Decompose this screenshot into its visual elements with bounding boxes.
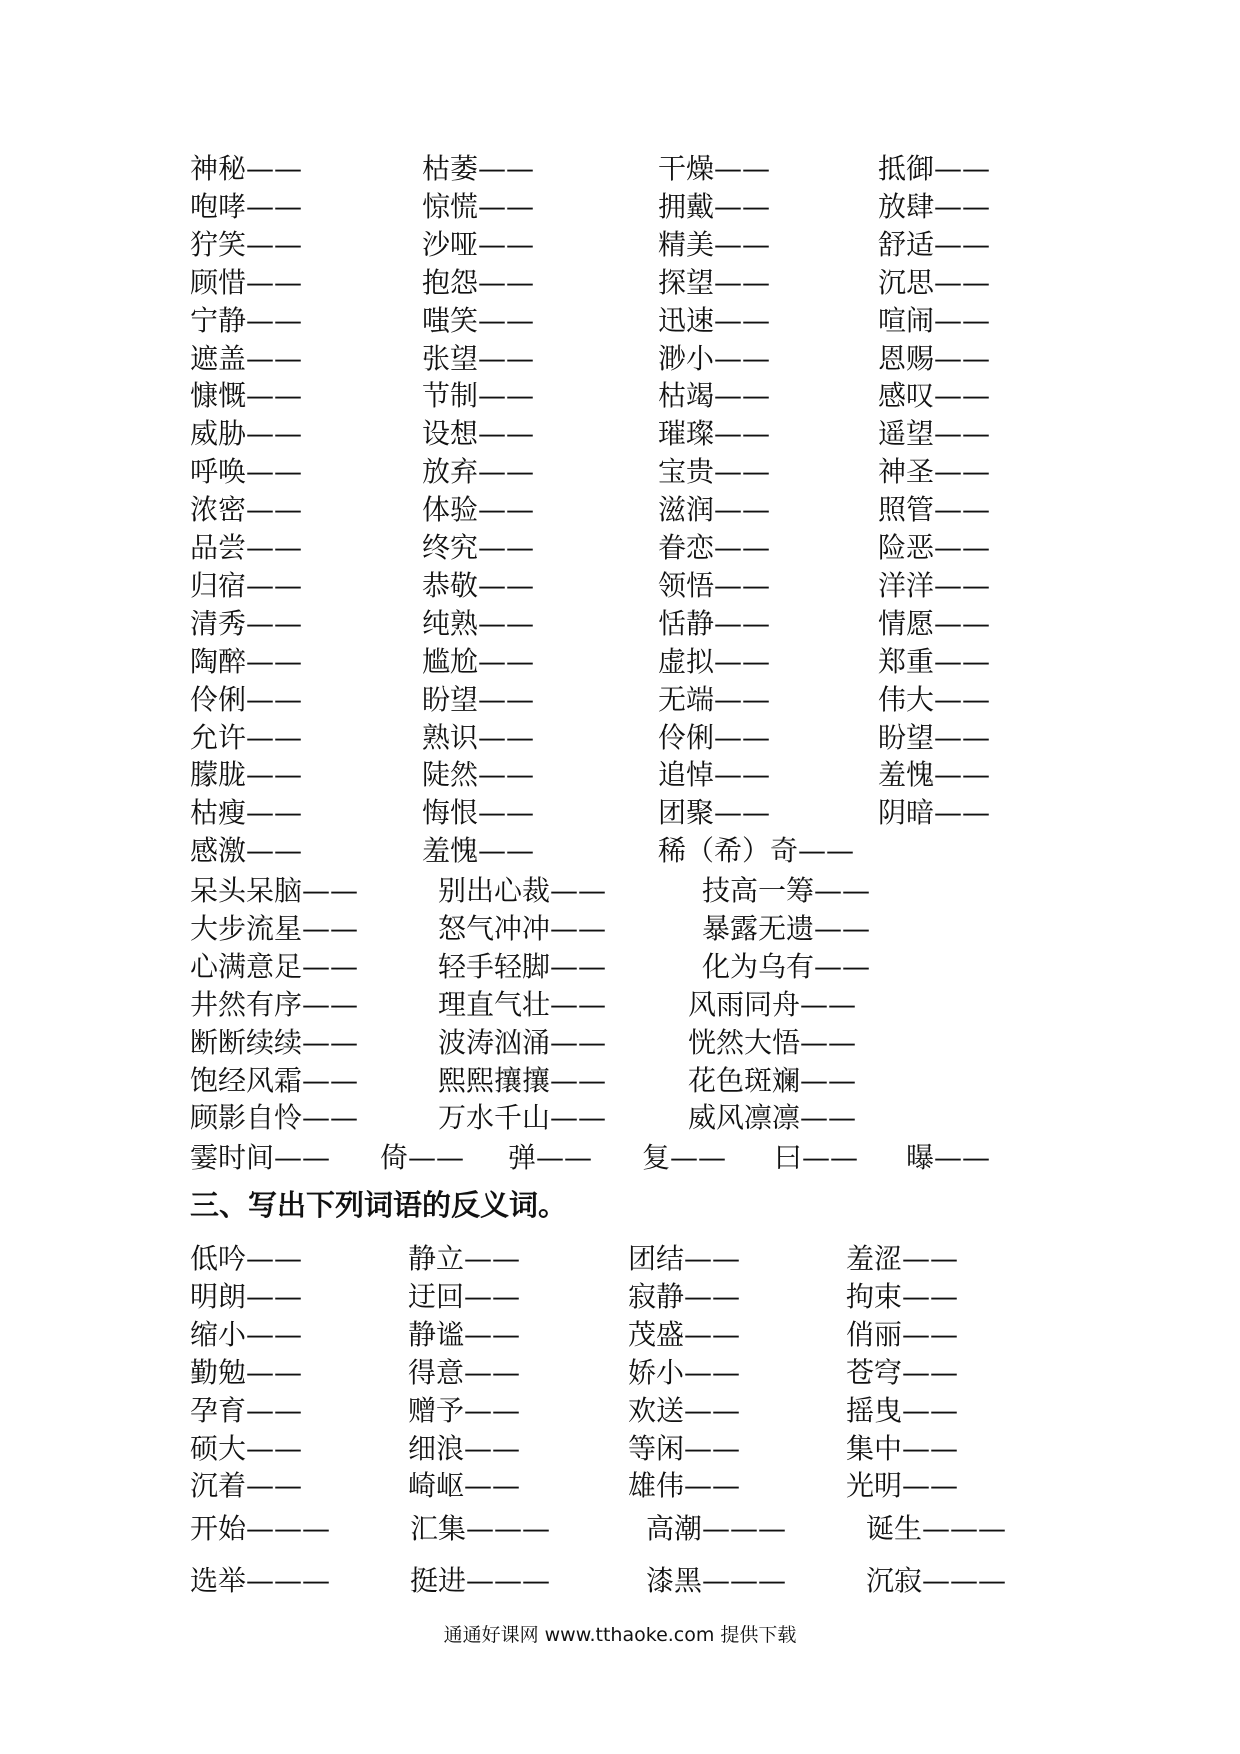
word-item: 等闲—— xyxy=(628,1431,741,1465)
word-item: 品尝—— xyxy=(190,531,303,564)
antonym-row xyxy=(0,1278,1240,1316)
word-item: 汇集——— xyxy=(410,1512,551,1545)
word-item: 呆头呆脑—— xyxy=(190,874,359,907)
word-item: 枯瘦—— xyxy=(190,796,303,830)
word-item: 静立—— xyxy=(408,1242,521,1275)
word-item: 放肆—— xyxy=(878,189,991,223)
word-item: 呼唤—— xyxy=(190,455,303,489)
word-item: 嗤笑—— xyxy=(422,303,535,337)
antonym-extra-row xyxy=(0,1562,1240,1600)
word-item: 枯竭—— xyxy=(658,379,771,413)
synonym-row xyxy=(0,264,1240,302)
word-item: 集中—— xyxy=(846,1431,959,1465)
antonym-row xyxy=(0,1316,1240,1354)
word-item: 情愿—— xyxy=(878,606,991,640)
word-item: 崎岖—— xyxy=(408,1469,521,1503)
word-item: 浓密—— xyxy=(190,493,303,527)
word-item: 终究—— xyxy=(422,531,535,564)
idiom-row xyxy=(0,1062,1240,1100)
word-item: 遥望—— xyxy=(878,417,991,451)
antonym-row xyxy=(0,1240,1240,1278)
idiom-row xyxy=(0,948,1240,986)
word-item: 狞笑—— xyxy=(190,227,303,261)
word-item: 静谧—— xyxy=(408,1317,521,1351)
word-item: 拘束—— xyxy=(846,1279,959,1313)
antonym-heading: 三、写出下列词语的反义词。 xyxy=(190,1188,568,1222)
word-item: 张望—— xyxy=(422,341,535,375)
word-item: 缩小—— xyxy=(190,1317,303,1351)
word-item: 赠予—— xyxy=(408,1393,521,1427)
word-item: 复—— xyxy=(642,1141,727,1174)
word-item: 饱经风霜—— xyxy=(190,1063,359,1097)
word-item: 精美—— xyxy=(658,227,771,261)
synonym-row xyxy=(0,832,1240,870)
word-item: 渺小—— xyxy=(658,341,771,375)
word-item: 追悼—— xyxy=(658,758,771,792)
word-item: 惊慌—— xyxy=(422,189,535,223)
word-item: 井然有序—— xyxy=(190,987,359,1021)
synonym-row xyxy=(0,150,1240,188)
word-item: 开始——— xyxy=(190,1512,331,1545)
word-item: 轻手轻脚—— xyxy=(438,949,607,983)
idiom-row xyxy=(0,910,1240,948)
word-item: 低吟—— xyxy=(190,1242,303,1275)
word-item: 无端—— xyxy=(658,682,771,716)
antonym-extra-row xyxy=(0,1510,1240,1548)
word-item: 暴露无遗—— xyxy=(702,911,871,945)
word-item: 茂盛—— xyxy=(628,1317,741,1351)
word-item: 曝—— xyxy=(906,1141,991,1174)
synonym-row xyxy=(0,491,1240,529)
synonym-row xyxy=(0,415,1240,453)
word-item: 宁静—— xyxy=(190,303,303,337)
word-item: 寂静—— xyxy=(628,1279,741,1313)
word-item: 归宿—— xyxy=(190,568,303,602)
word-item: 滋润—— xyxy=(658,493,771,527)
synonym-row xyxy=(0,756,1240,794)
idiom-row xyxy=(0,872,1240,910)
word-item: 咆哮—— xyxy=(190,189,303,223)
antonym-row xyxy=(0,1392,1240,1430)
word-item: 抵御—— xyxy=(878,152,991,185)
word-item: 细浪—— xyxy=(408,1431,521,1465)
word-item: 得意—— xyxy=(408,1355,521,1389)
synonym-row xyxy=(0,794,1240,832)
synonym-row xyxy=(0,377,1240,415)
word-item: 恩赐—— xyxy=(878,341,991,375)
word-item: 沉思—— xyxy=(878,265,991,299)
word-item: 照管—— xyxy=(878,493,991,527)
word-item: 稀（希）奇—— xyxy=(658,834,855,868)
word-item: 恍然大悟—— xyxy=(688,1025,857,1059)
antonym-row xyxy=(0,1467,1240,1505)
synonym-row xyxy=(0,188,1240,226)
word-item: 威胁—— xyxy=(190,417,303,451)
word-item: 俏丽—— xyxy=(846,1317,959,1351)
word-item: 眷恋—— xyxy=(658,531,771,564)
word-item: 神圣—— xyxy=(878,455,991,489)
idiom-row xyxy=(0,1024,1240,1062)
word-item: 尴尬—— xyxy=(422,644,535,678)
word-item: 威风凛凛—— xyxy=(688,1101,857,1135)
word-item: 陡然—— xyxy=(422,758,535,792)
word-item: 团结—— xyxy=(628,1242,741,1275)
word-item: 探望—— xyxy=(658,265,771,299)
word-item: 允许—— xyxy=(190,720,303,754)
antonym-row xyxy=(0,1354,1240,1392)
word-item: 霎时间—— xyxy=(190,1141,331,1174)
word-item: 光明—— xyxy=(846,1469,959,1503)
word-item: 理直气壮—— xyxy=(438,987,607,1021)
word-item: 沉寂——— xyxy=(866,1564,1007,1597)
word-item: 羞愧—— xyxy=(422,834,535,868)
word-item: 伶俐—— xyxy=(190,682,303,716)
word-item: 熟识—— xyxy=(422,720,535,754)
word-item: 恭敬—— xyxy=(422,568,535,602)
synonym-row xyxy=(0,643,1240,681)
word-item: 摇曳—— xyxy=(846,1393,959,1427)
word-item: 阴暗—— xyxy=(878,796,991,830)
word-item: 领悟—— xyxy=(658,568,771,602)
word-item: 羞涩—— xyxy=(846,1242,959,1275)
word-item: 伶俐—— xyxy=(658,720,771,754)
word-item: 诞生——— xyxy=(866,1512,1007,1545)
word-item: 勤勉—— xyxy=(190,1355,303,1389)
word-item: 设想—— xyxy=(422,417,535,451)
word-item: 放弃—— xyxy=(422,455,535,489)
word-item: 拥戴—— xyxy=(658,189,771,223)
word-item: 盼望—— xyxy=(422,682,535,716)
word-item: 沉着—— xyxy=(190,1469,303,1503)
synonym-row xyxy=(0,226,1240,264)
word-item: 迂回—— xyxy=(408,1279,521,1313)
word-item: 沙哑—— xyxy=(422,227,535,261)
word-item: 璀璨—— xyxy=(658,417,771,451)
word-item: 挺进——— xyxy=(410,1564,551,1597)
word-item: 体验—— xyxy=(422,493,535,527)
antonym-row xyxy=(0,1430,1240,1468)
word-item: 娇小—— xyxy=(628,1355,741,1389)
word-item: 万水千山—— xyxy=(438,1101,607,1135)
word-item: 化为乌有—— xyxy=(702,949,871,983)
word-item: 清秀—— xyxy=(190,606,303,640)
word-item: 朦胧—— xyxy=(190,758,303,792)
word-item: 险恶—— xyxy=(878,531,991,564)
word-item: 虚拟—— xyxy=(658,644,771,678)
synonym-row xyxy=(0,605,1240,643)
word-item: 断断续续—— xyxy=(190,1025,359,1059)
word-item: 感激—— xyxy=(190,834,303,868)
word-item: 舒适—— xyxy=(878,227,991,261)
word-item: 漆黑——— xyxy=(646,1564,787,1597)
word-item: 遮盖—— xyxy=(190,341,303,375)
word-item: 弹—— xyxy=(508,1141,593,1174)
word-item: 雄伟—— xyxy=(628,1469,741,1503)
word-item: 曰—— xyxy=(774,1141,859,1174)
word-item: 苍穹—— xyxy=(846,1355,959,1389)
misc-row xyxy=(0,1139,1240,1177)
synonym-row xyxy=(0,681,1240,719)
word-item: 顾影自怜—— xyxy=(190,1101,359,1135)
word-item: 悔恨—— xyxy=(422,796,535,830)
word-item: 技高一筹—— xyxy=(702,874,871,907)
word-item: 硕大—— xyxy=(190,1431,303,1465)
word-item: 孕育—— xyxy=(190,1393,303,1427)
word-item: 宝贵—— xyxy=(658,455,771,489)
synonym-row xyxy=(0,719,1240,757)
word-item: 慷慨—— xyxy=(190,379,303,413)
footer-source: 通通好课网 www.tthaoke.com 提供下载 xyxy=(443,1624,797,1646)
word-item: 别出心裁—— xyxy=(438,874,607,907)
word-item: 洋洋—— xyxy=(878,568,991,602)
word-item: 团聚—— xyxy=(658,796,771,830)
idiom-row xyxy=(0,1099,1240,1137)
word-item: 纯熟—— xyxy=(422,606,535,640)
word-item: 欢送—— xyxy=(628,1393,741,1427)
synonym-row xyxy=(0,302,1240,340)
synonym-row xyxy=(0,529,1240,567)
word-item: 郑重—— xyxy=(878,644,991,678)
word-item: 波涛汹涌—— xyxy=(438,1025,607,1059)
word-item: 恬静—— xyxy=(658,606,771,640)
word-item: 选举——— xyxy=(190,1564,331,1597)
word-item: 风雨同舟—— xyxy=(688,987,857,1021)
word-item: 倚—— xyxy=(380,1141,465,1174)
word-item: 干燥—— xyxy=(658,152,771,185)
word-item: 心满意足—— xyxy=(190,949,359,983)
word-item: 伟大—— xyxy=(878,682,991,716)
word-item: 迅速—— xyxy=(658,303,771,337)
synonym-row xyxy=(0,567,1240,605)
synonym-row xyxy=(0,340,1240,378)
word-item: 喧闹—— xyxy=(878,303,991,337)
word-item: 熙熙攘攘—— xyxy=(438,1063,607,1097)
word-item: 大步流星—— xyxy=(190,911,359,945)
word-item: 羞愧—— xyxy=(878,758,991,792)
word-item: 枯萎—— xyxy=(422,152,535,185)
word-item: 顾惜—— xyxy=(190,265,303,299)
word-item: 明朗—— xyxy=(190,1279,303,1313)
word-item: 抱怨—— xyxy=(422,265,535,299)
word-item: 陶醉—— xyxy=(190,644,303,678)
synonym-row xyxy=(0,453,1240,491)
word-item: 感叹—— xyxy=(878,379,991,413)
word-item: 节制—— xyxy=(422,379,535,413)
word-item: 盼望—— xyxy=(878,720,991,754)
word-item: 花色斑斓—— xyxy=(688,1063,857,1097)
word-item: 神秘—— xyxy=(190,152,303,185)
idiom-row xyxy=(0,986,1240,1024)
word-item: 高潮——— xyxy=(646,1512,787,1545)
word-item: 怒气冲冲—— xyxy=(438,911,607,945)
